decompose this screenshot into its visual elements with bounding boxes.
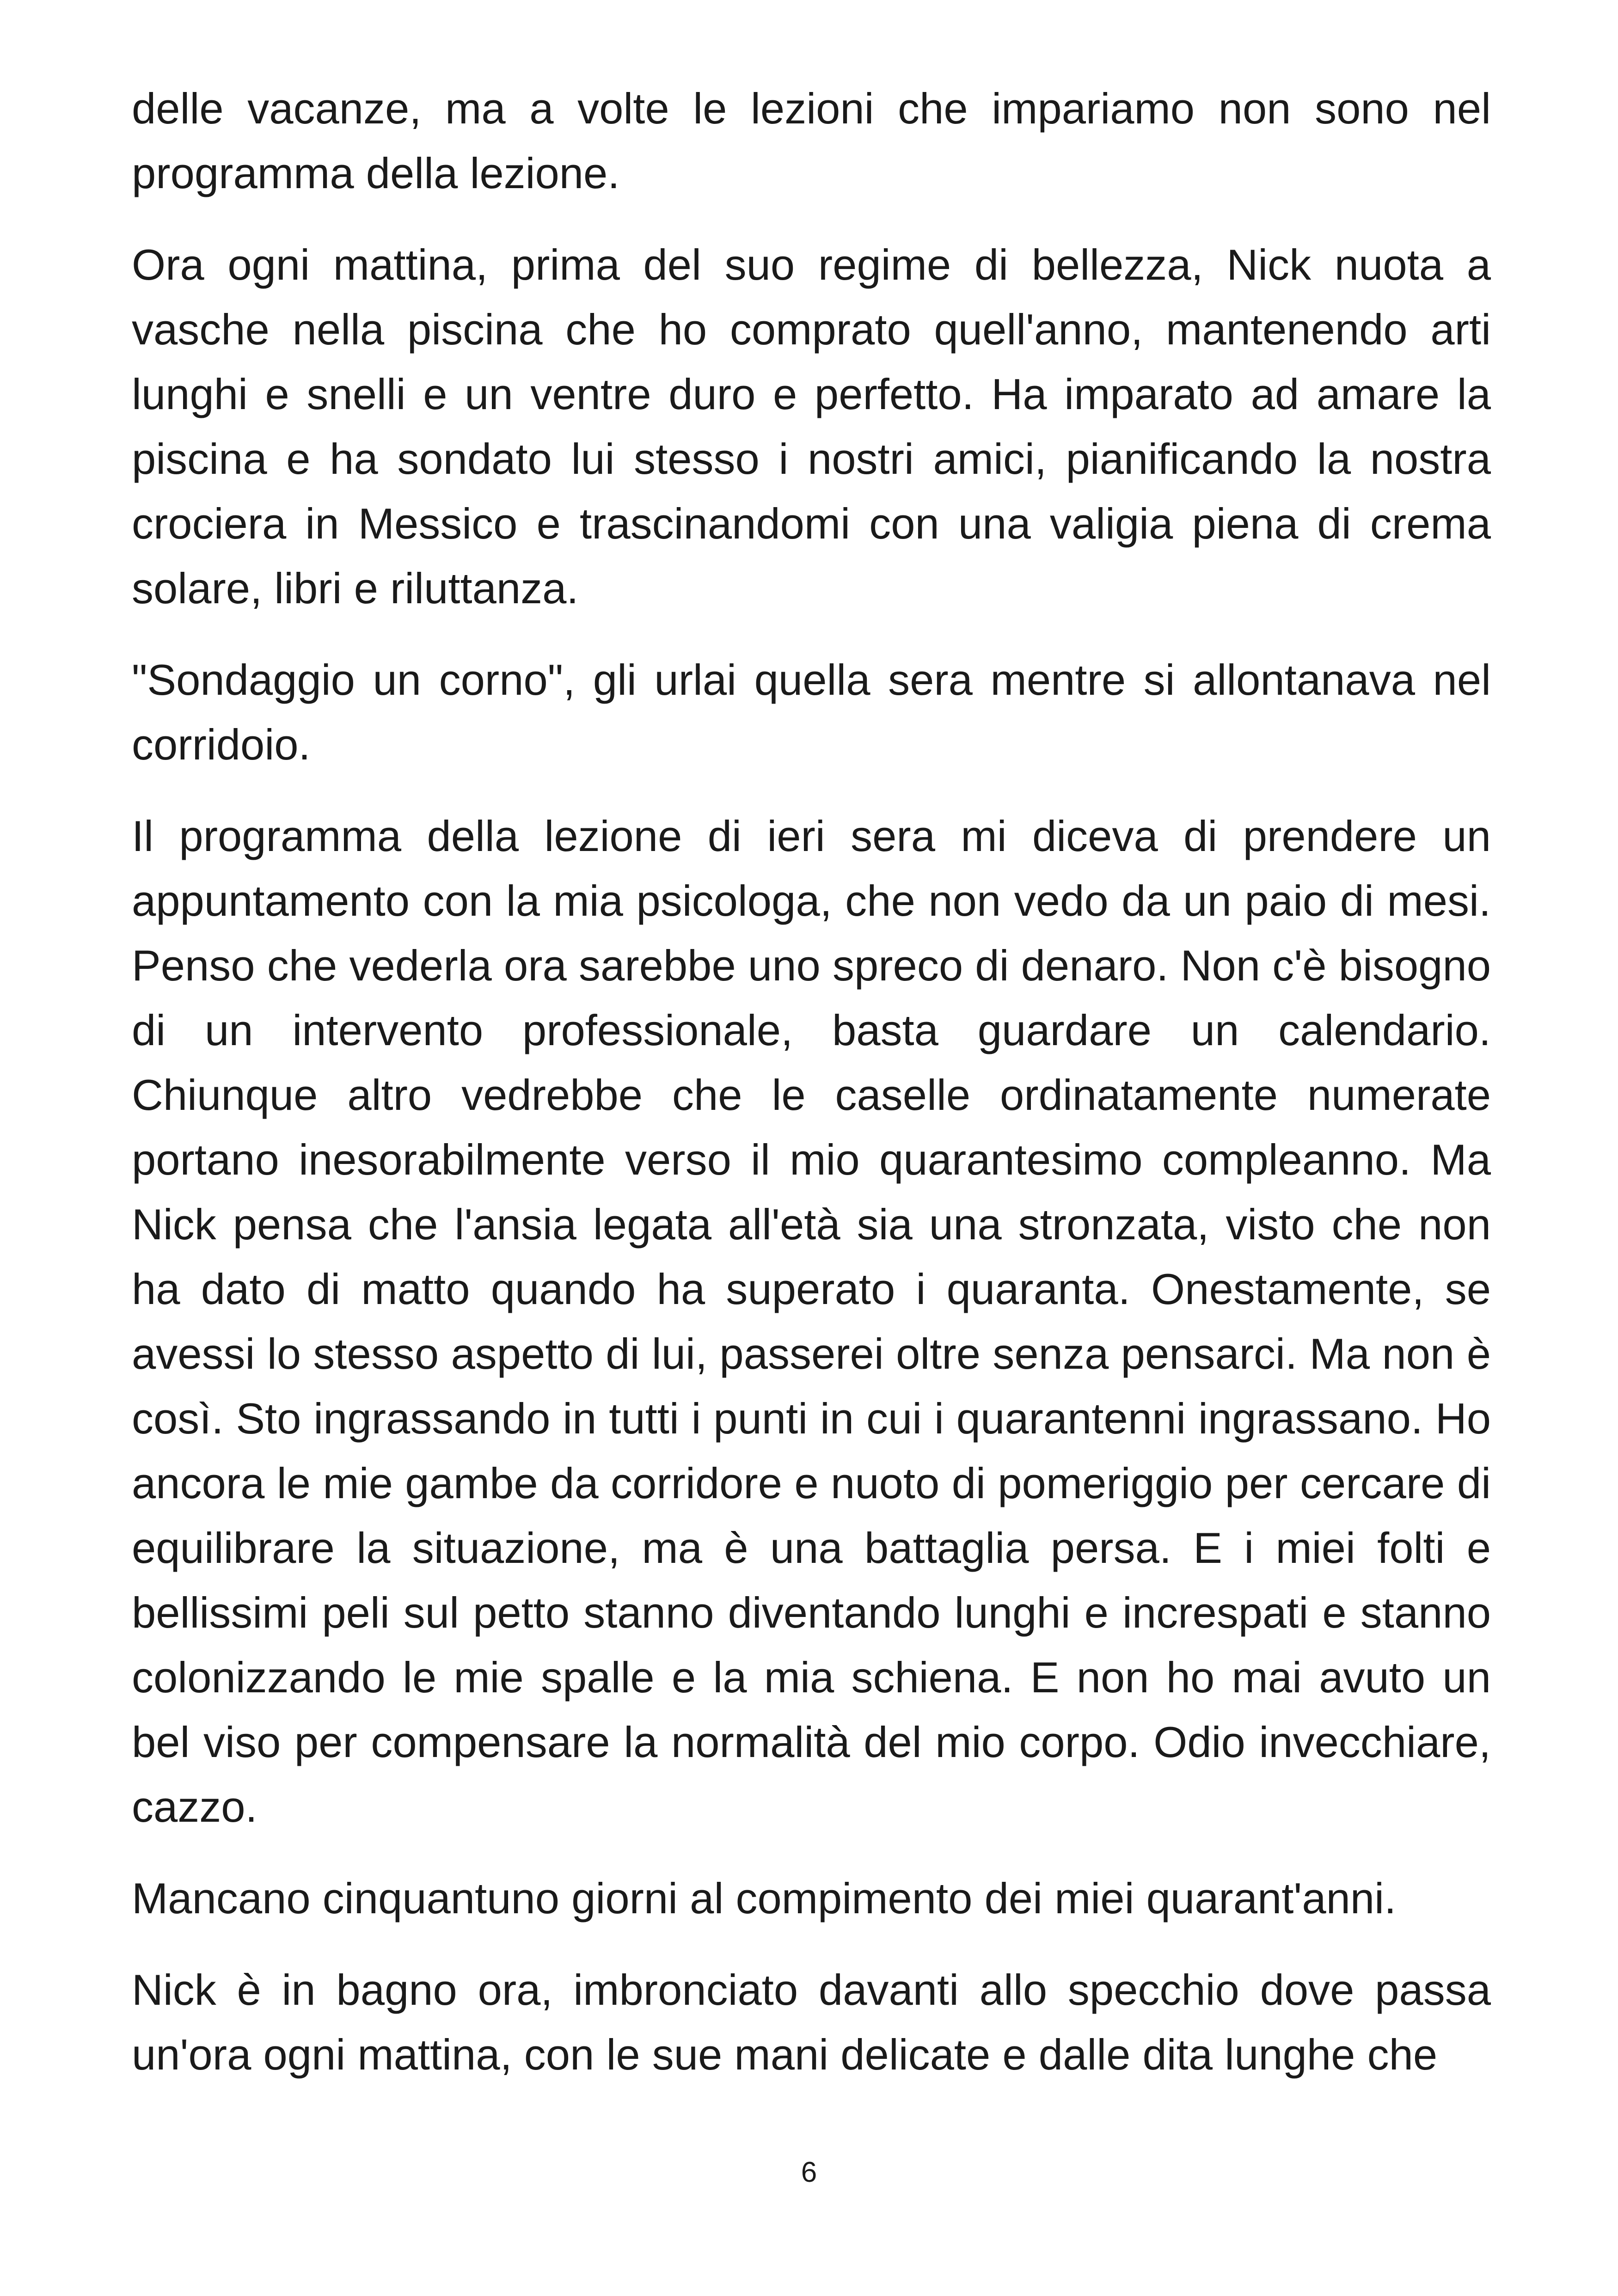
paragraph-6: Nick è in bagno ora, imbronciato davanti allo specchio dove passa un'ora ogni mattina, con le sue mani delicate e dalle dita lunghe che [132,1965,1491,2079]
body-text [132,76,1491,2114]
paragraph-4: Il programma della lezione di ieri sera mi diceva di prendere un appuntamento con la mia psicologa, che non vedo da un paio di mesi. Penso che vederla ora sarebbe uno spreco di denaro. Non c'è bisogno di un intervento professionale, basta guardare un calendario. Chiunque altro vedrebbe che le caselle ordinatamente numerate portano inesorabilmente verso il mio quarantesimo compleanno. Ma Nick pensa che l'ansia legata all'età sia una stronzata, visto che non ha dato di matto quando ha superato i quaranta. Onestamente, se avessi lo stesso aspetto di lui, passerei oltre senza pensarci. Ma non è così. Sto ingrassando in tutti i punti in cui i quarantenni ingrassano. Ho ancora le mie gambe da corridore e nuoto di pomeriggio per cercare di equilibrare la situazione, ma è una battaglia persa. E i miei folti e bellissimi peli sul petto stanno diventando lunghi e increspati e stanno colonizzando le mie spalle e la mia schiena. E non ho mai avuto un bel viso per compensare la normalità del mio corpo. Odio invecchiare, cazzo. [132,812,1491,1831]
page-number: 6 [801,2156,817,2188]
paragraph-1: delle vacanze, ma a volte le lezioni che impariamo non sono nel programma della lezione. [132,84,1491,197]
paragraph-5: Mancano cinquantuno giorni al compimento dei miei quarant'anni. [132,1874,1397,1923]
paragraph-3: "Sondaggio un corno", gli urlai quella sera mentre si allontanava nel corridoio. [132,655,1491,769]
paragraph-2: Ora ogni mattina, prima del suo regime di bellezza, Nick nuota a vasche nella piscina che ho comprato quell'anno, mantenendo arti lunghi e snelli e un ventre duro e perfetto. Ha imparato ad amare la piscina e ha sondato lui stesso i nostri amici, pianificando la nostra crociera in Messico e trascinandomi con una valigia piena di crema solare, libri e riluttanza. [132,240,1491,612]
